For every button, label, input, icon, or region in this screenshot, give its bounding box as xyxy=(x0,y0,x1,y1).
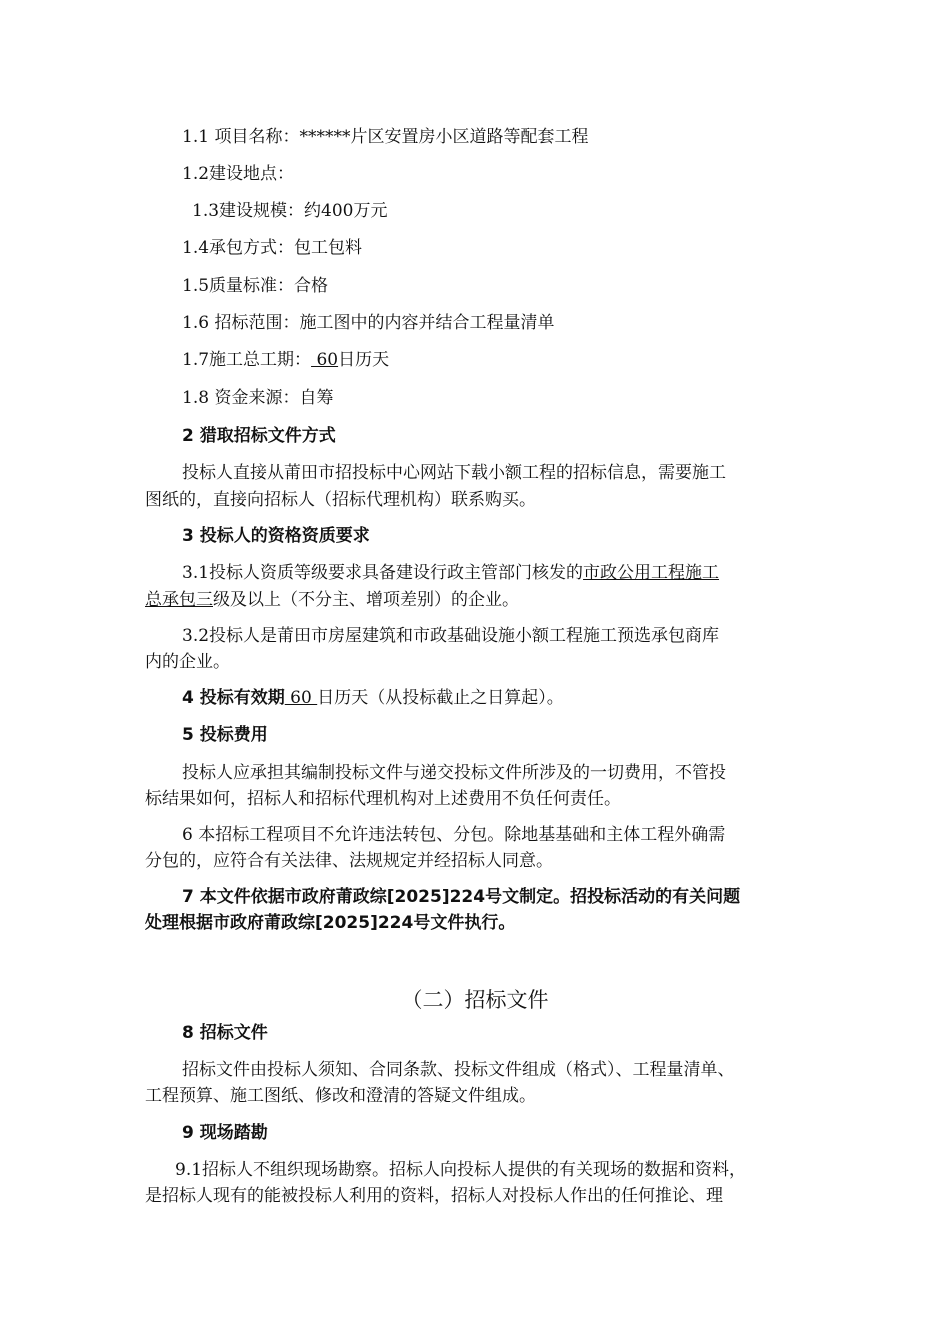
section-3-2-line-1: 3.2投标人是莆田市房屋建筑和市政基础设施小额工程施工预选承包商库 xyxy=(182,626,720,646)
item-1-7 xyxy=(182,350,847,370)
section-3-1-text-end: 级及以上（不分主、增项差别）的企业。 xyxy=(213,590,519,610)
section-4 xyxy=(182,688,847,708)
item-1-4: 1.4承包方式：包工包料 xyxy=(182,238,363,258)
section-3-1-line-1 xyxy=(182,563,847,583)
section-6-line-1: 6 本招标工程项目不允许违法转包、分包。除地基基础和主体工程外确需 xyxy=(182,825,726,845)
section-2-title: 2 猎取招标文件方式 xyxy=(182,426,336,446)
section-2-line-1: 投标人直接从莆田市招投标中心网站下载小额工程的招标信息，需要施工 xyxy=(182,463,726,483)
section-8-title: 8 招标文件 xyxy=(182,1023,268,1043)
section-4-value: 60 xyxy=(284,688,318,708)
item-1-1: 1.1 项目名称：******片区安置房小区道路等配套工程 xyxy=(182,127,589,147)
section-7-line-1: 7 本文件依据市政府莆政综[2025]224号文制定。招投标活动的有关问题 xyxy=(182,887,741,907)
section-9-line-1: 9.1招标人不组织现场勘察。招标人向投标人提供的有关现场的数据和资料， xyxy=(175,1160,747,1180)
section-6-line-2: 分包的，应符合有关法律、法规规定并经招标人同意。 xyxy=(145,851,553,871)
part-two-heading: （二）招标文件 xyxy=(401,988,549,1012)
item-1-6: 1.6 招标范围：施工图中的内容并结合工程量清单 xyxy=(182,313,555,333)
section-3-1-line-2 xyxy=(145,590,810,610)
item-1-5: 1.5质量标准：合格 xyxy=(182,276,329,296)
item-1-7-value: 60 xyxy=(311,350,339,370)
item-1-8: 1.8 资金来源：自筹 xyxy=(182,388,334,408)
item-1-2: 1.2建设地点： xyxy=(182,164,295,184)
section-3-title: 3 投标人的资格资质要求 xyxy=(182,526,370,546)
section-4-title: 4 投标有效期 xyxy=(182,688,285,708)
section-9-title: 9 现场踏勘 xyxy=(182,1123,268,1143)
section-9-line-2: 是招标人现有的能被投标人利用的资料，招标人对投标人作出的任何推论、理 xyxy=(145,1186,723,1206)
section-5-line-2: 标结果如何，招标人和招标代理机构对上述费用不负任何责任。 xyxy=(145,789,621,809)
section-4-text: 日历天（从投标截止之日算起）。 xyxy=(317,688,564,708)
section-3-2-line-2: 内的企业。 xyxy=(145,652,230,672)
item-1-7-label: 1.7施工总工期： xyxy=(182,350,312,370)
section-3-1-qualification-cont: 总承包三 xyxy=(145,590,213,610)
item-1-3: 1.3建设规模：约400万元 xyxy=(192,201,388,221)
section-8-line-2: 工程预算、施工图纸、修改和澄清的答疑文件组成。 xyxy=(145,1086,536,1106)
section-7-line-2: 处理根据市政府莆政综[2025]224号文件执行。 xyxy=(145,913,516,933)
item-1-7-unit: 日历天 xyxy=(338,350,390,370)
section-5-title: 5 投标费用 xyxy=(182,725,268,745)
section-3-1-text: 3.1投标人资质等级要求具备建设行政主管部门核发的 xyxy=(182,563,584,583)
section-5-line-1: 投标人应承担其编制投标文件与递交投标文件所涉及的一切费用，不管投 xyxy=(182,763,726,783)
section-3-1-qualification: 市政公用工程施工 xyxy=(583,563,720,583)
section-2-line-2: 图纸的，直接向招标人（招标代理机构）联系购买。 xyxy=(145,490,536,510)
section-8-line-1: 招标文件由投标人须知、合同条款、投标文件组成（格式）、工程量清单、 xyxy=(182,1060,735,1080)
